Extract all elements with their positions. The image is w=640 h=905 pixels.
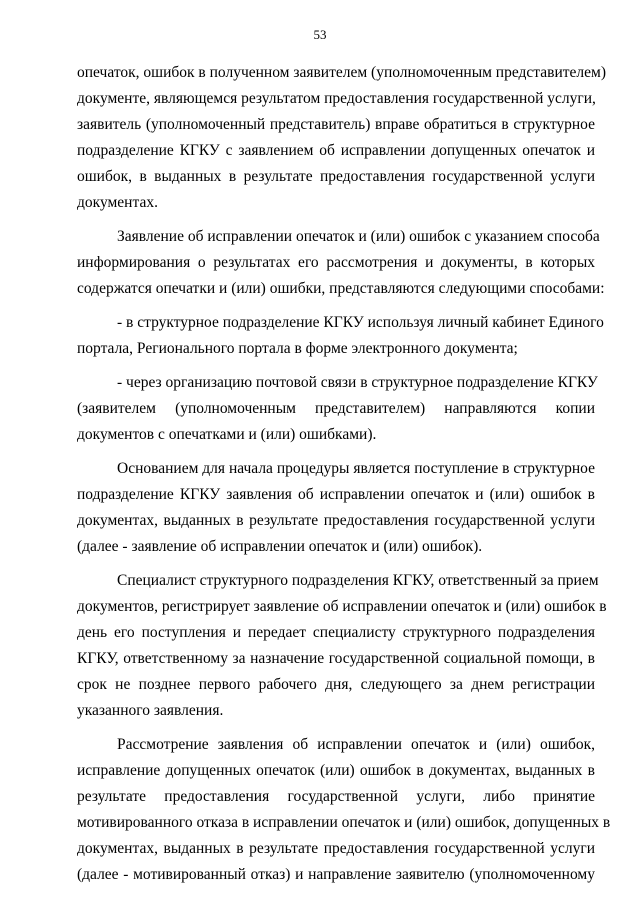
text-line: Заявление об исправлении опечаток и (или) ошибок с указанием способа bbox=[117, 228, 600, 245]
paragraph-spacing bbox=[77, 362, 595, 370]
text-line: документе, являющемся результатом предоставления государственной услуги, bbox=[77, 90, 596, 107]
text-line: опечаток, ошибок в полученном заявителем (уполномоченным представителем) bbox=[77, 64, 606, 81]
text-line: результате предоставления государственной услуги, либо принятие bbox=[77, 788, 595, 805]
text-line: (заявителем (уполномоченным представителем) направляются копии bbox=[77, 400, 595, 417]
paragraph bbox=[77, 568, 607, 724]
paragraph bbox=[77, 60, 606, 216]
paragraph-spacing bbox=[77, 560, 595, 568]
text-line: документах, выданных в результате предоставления государственной услуги bbox=[77, 512, 595, 529]
paragraph bbox=[77, 310, 604, 362]
text-line: мотивированного отказа в исправлении опечаток и (или) ошибок, допущенных в bbox=[77, 814, 611, 831]
paragraph bbox=[77, 732, 611, 888]
text-line: ошибок, в выданных в результате предоставления государственной услуги bbox=[77, 168, 595, 185]
text-line: подразделение КГКУ заявления об исправлении опечаток и (или) ошибок в bbox=[77, 486, 595, 503]
text-line: содержатся опечатки и (или) ошибки, представляются следующими способами: bbox=[77, 280, 605, 297]
text-line: документов с опечатками и (или) ошибками). bbox=[77, 426, 377, 443]
text-line: Рассмотрение заявления об исправлении опечаток и (или) ошибок, bbox=[117, 736, 595, 753]
paragraph-spacing bbox=[77, 302, 595, 310]
text-line: - через организацию почтовой связи в структурное подразделение КГКУ bbox=[117, 374, 598, 391]
paragraph-spacing bbox=[77, 724, 595, 732]
text-line: срок не позднее первого рабочего дня, следующего за днем регистрации bbox=[77, 676, 595, 693]
paragraph bbox=[77, 224, 605, 302]
paragraph-spacing bbox=[77, 448, 595, 456]
page-number: 53 bbox=[313, 27, 327, 42]
text-line: - в структурное подразделение КГКУ используя личный кабинет Единого bbox=[117, 314, 604, 331]
paragraph bbox=[77, 370, 598, 448]
paragraph-spacing bbox=[77, 216, 595, 224]
text-line: портала, Регионального портала в форме электронного документа; bbox=[77, 340, 518, 357]
text-line: Основанием для начала процедуры является поступление в структурное bbox=[117, 460, 595, 477]
text-line: документах. bbox=[77, 194, 158, 211]
text-line: КГКУ, ответственному за назначение государственной социальной помощи, в bbox=[77, 650, 595, 667]
text-line: подразделение КГКУ с заявлением об исправлении допущенных опечаток и bbox=[77, 142, 595, 159]
text-line: указанного заявления. bbox=[77, 702, 224, 719]
text-line: Специалист структурного подразделения КГКУ, ответственный за прием bbox=[117, 572, 599, 589]
text-line: день его поступления и передает специалисту структурного подразделения bbox=[77, 624, 595, 641]
text-line: (далее - мотивированный отказ) и направление заявителю (уполномоченному bbox=[77, 866, 595, 883]
text-line: (далее - заявление об исправлении опечаток и (или) ошибок). bbox=[77, 538, 483, 555]
document-body bbox=[77, 60, 611, 888]
text-line: документов, регистрирует заявление об исправлении опечаток и (или) ошибок в bbox=[77, 598, 607, 615]
text-line: информирования о результатах его рассмотрения и документы, в которых bbox=[77, 254, 595, 271]
text-line: исправление допущенных опечаток (или) ошибок в документах, выданных в bbox=[77, 762, 595, 779]
paragraph bbox=[77, 456, 595, 560]
text-line: документах, выданных в результате предоставления государственной услуги bbox=[77, 840, 595, 857]
text-line: заявитель (уполномоченный представитель) вправе обратиться в структурное bbox=[77, 116, 595, 133]
